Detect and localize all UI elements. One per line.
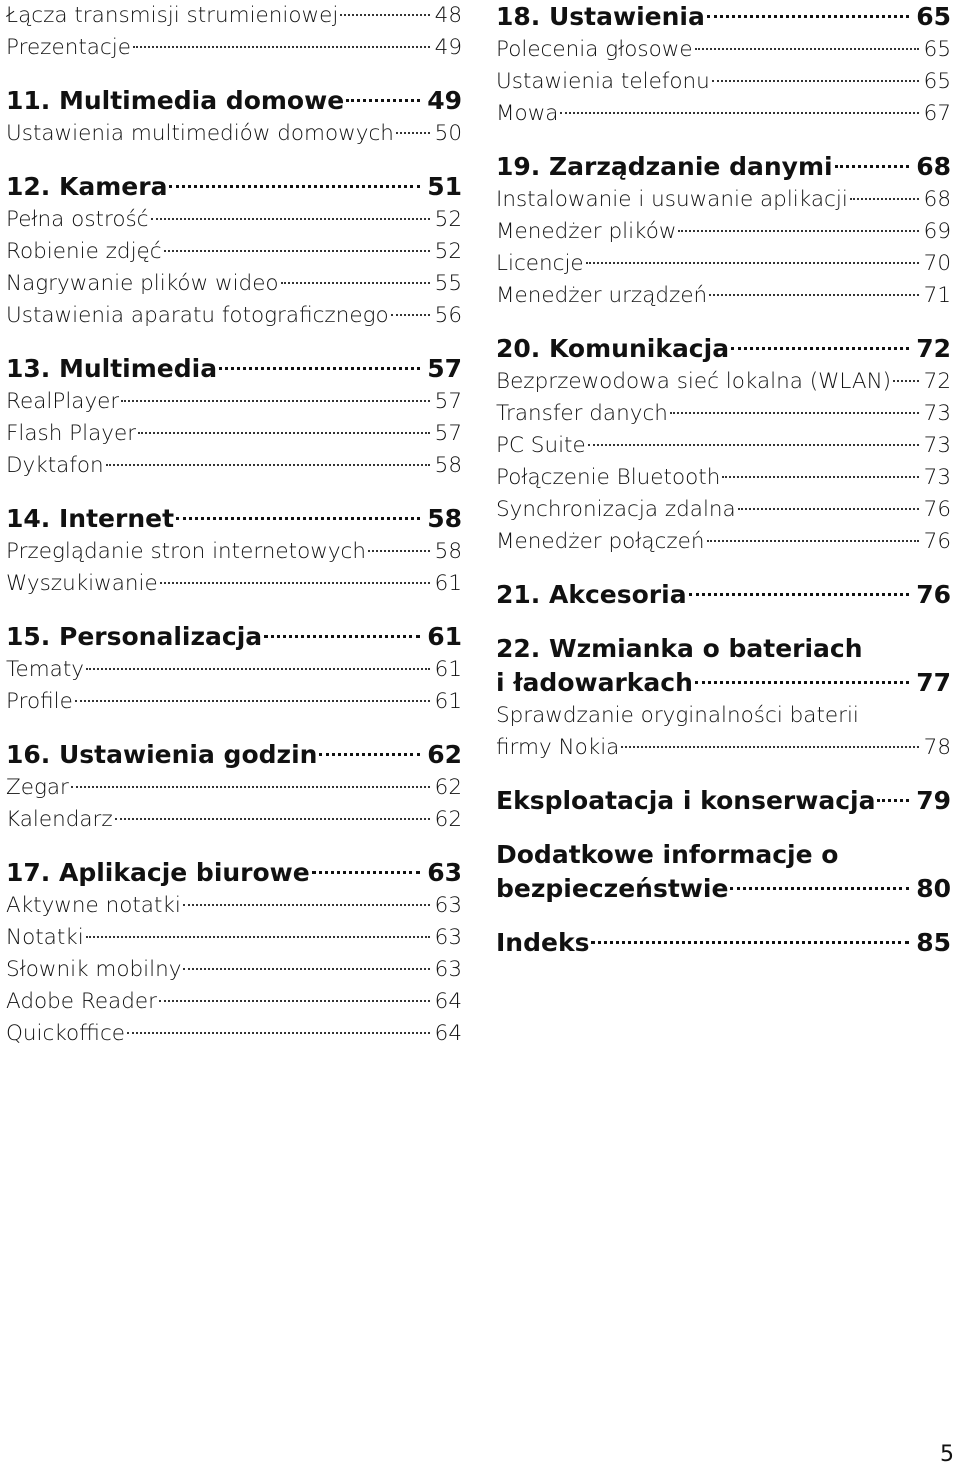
dot-leader — [709, 294, 918, 296]
toc-page-number: 85 — [916, 928, 951, 957]
toc-page-number: 76 — [923, 529, 951, 554]
toc-entry-title: Licencje — [496, 251, 584, 276]
dot-leader — [133, 46, 430, 48]
dot-leader — [712, 80, 919, 82]
dot-leader — [621, 746, 918, 748]
toc-entry[interactable] — [496, 462, 951, 494]
toc-page-number: 64 — [434, 989, 462, 1014]
toc-entry[interactable] — [6, 686, 462, 718]
dot-leader — [588, 444, 919, 446]
dot-leader — [893, 380, 919, 382]
toc-entry-title: 12. Kamera — [6, 172, 168, 201]
dot-leader — [560, 112, 918, 114]
dot-leader — [730, 887, 909, 890]
dot-leader — [183, 968, 429, 970]
toc-entry-title: Transfer danych — [496, 401, 668, 426]
toc-page-number: 65 — [923, 37, 951, 62]
toc-entry-title: RealPlayer — [6, 389, 120, 414]
dot-leader — [281, 282, 430, 284]
toc-entry[interactable] — [496, 366, 951, 398]
toc-section-entry[interactable] — [496, 332, 951, 366]
dot-leader — [164, 250, 430, 252]
toc-entry[interactable] — [496, 184, 951, 216]
toc-entry[interactable] — [6, 118, 462, 150]
toc-page-number: 61 — [434, 689, 462, 714]
dot-leader — [121, 400, 429, 402]
toc-entry-title: Ustawienia telefonu — [496, 69, 710, 94]
toc-page-number: 63 — [434, 893, 462, 918]
dot-leader — [264, 635, 420, 638]
toc-entry-title: Synchronizacja zdalna — [496, 497, 736, 522]
toc-heading-line: 22. Wzmianka o bateriach — [496, 634, 863, 663]
dot-leader — [115, 818, 430, 820]
toc-entry-title: Notatki — [6, 925, 84, 950]
toc-page-number: 68 — [916, 152, 951, 181]
dot-leader — [71, 786, 430, 788]
dot-leader — [670, 412, 919, 414]
toc-page-number: 73 — [923, 401, 951, 426]
toc-page-number: 63 — [434, 957, 462, 982]
toc-entry-title: Indeks — [496, 928, 590, 957]
toc-entry-title: Adobe Reader — [6, 989, 157, 1014]
toc-entry-title: i ładowarkach — [496, 668, 693, 697]
toc-entry[interactable] — [6, 922, 462, 954]
dot-leader — [151, 218, 430, 220]
toc-entry-title: Eksploatacja i konserwacja — [496, 786, 876, 815]
toc-page-number: 57 — [434, 389, 462, 414]
toc-page-number: 52 — [434, 239, 462, 264]
toc-entry-title: Zegar — [6, 775, 69, 800]
toc-heading-line: Dodatkowe informacje o — [496, 840, 839, 869]
dot-leader — [106, 464, 430, 466]
toc-page-number: 79 — [916, 786, 951, 815]
toc-entry-title: 17. Aplikacje biurowe — [6, 858, 310, 887]
toc-page-number: 49 — [434, 35, 462, 60]
dot-leader — [183, 904, 430, 906]
dot-leader — [689, 593, 910, 596]
toc-entry[interactable] — [6, 568, 462, 600]
toc-page-number: 62 — [427, 740, 462, 769]
toc-page-number: 72 — [916, 334, 951, 363]
toc-entry-title: firmy Nokia — [496, 735, 620, 760]
toc-entry-title: Menedżer połączeń — [496, 529, 705, 554]
toc-entry-title: Instalowanie i usuwanie aplikacji — [496, 187, 848, 212]
toc-entry-title: Quickoffice — [6, 1021, 126, 1046]
toc-entry[interactable] — [6, 268, 462, 300]
toc-entry[interactable] — [496, 494, 951, 526]
toc-entry-title: Dyktafon — [6, 453, 104, 478]
toc-entry[interactable] — [6, 986, 462, 1018]
toc-heading-line: Sprawdzanie oryginalności baterii — [496, 703, 859, 728]
dot-leader — [591, 941, 909, 944]
toc-page-number: 70 — [923, 251, 951, 276]
toc-entry-title: Ustawienia aparatu fotograficznego — [6, 303, 389, 328]
dot-leader — [346, 99, 420, 102]
toc-page-number: 58 — [434, 453, 462, 478]
toc-entry[interactable] — [496, 248, 951, 280]
dot-leader — [738, 508, 919, 510]
dot-leader — [722, 476, 918, 478]
toc-page-number: 62 — [434, 807, 462, 832]
toc-section-entry[interactable] — [6, 502, 462, 536]
toc-page-number: 62 — [434, 775, 462, 800]
toc-entry-title: Kalendarz — [6, 807, 113, 832]
toc-page-number: 52 — [434, 207, 462, 232]
toc-entry[interactable] — [6, 772, 462, 804]
toc-page-number: 65 — [923, 69, 951, 94]
toc-entry[interactable] — [6, 450, 462, 482]
dot-leader — [138, 432, 430, 434]
toc-section-entry[interactable] — [6, 856, 462, 890]
toc-section-entry[interactable] — [6, 352, 462, 386]
toc-section-entry[interactable] — [496, 0, 951, 34]
toc-entry[interactable] — [496, 430, 951, 462]
toc-page-number: 58 — [434, 539, 462, 564]
dot-leader — [219, 367, 420, 370]
toc-section-entry[interactable] — [496, 150, 951, 184]
toc-entry[interactable] — [6, 954, 462, 986]
toc-entry-title: 18. Ustawienia — [496, 2, 705, 31]
toc-entry[interactable] — [6, 1018, 462, 1050]
toc-entry[interactable] — [6, 32, 462, 64]
dot-leader — [877, 799, 909, 802]
toc-entry[interactable] — [6, 204, 462, 236]
toc-page-number: 57 — [427, 354, 462, 383]
toc-entry-title: bezpieczeństwie — [496, 874, 729, 903]
toc-entry-title: Robienie zdjęć — [6, 239, 162, 264]
toc-entry-title: Menedżer urządzeń — [496, 283, 708, 308]
toc-section-entry[interactable] — [496, 872, 951, 906]
page-number: 5 — [940, 1442, 954, 1467]
toc-page-number: 68 — [923, 187, 951, 212]
toc-page-number: 49 — [427, 86, 462, 115]
dot-leader — [368, 550, 430, 552]
toc-section-entry[interactable] — [6, 738, 462, 772]
toc-entry-title: Flash Player — [6, 421, 137, 446]
dot-leader — [835, 165, 910, 168]
toc-entry-title: 19. Zarządzanie danymi — [496, 152, 833, 181]
dot-leader — [586, 262, 919, 264]
toc-entry-title: 15. Personalizacja — [6, 622, 263, 651]
toc-page-number: 67 — [923, 101, 951, 126]
toc-entry[interactable] — [496, 526, 951, 558]
toc-page-number: 76 — [923, 497, 951, 522]
toc-section-entry[interactable] — [496, 784, 951, 818]
dot-leader — [340, 14, 429, 16]
toc-page-number: 63 — [427, 858, 462, 887]
toc-entry[interactable] — [496, 98, 951, 130]
toc-page-number: 61 — [434, 571, 462, 596]
toc-entry-title: Mowa — [496, 101, 559, 126]
toc-page-number: 78 — [923, 735, 951, 760]
toc-entry-title: Prezentacje — [6, 35, 131, 60]
toc-entry-title: Przeglądanie stron internetowych — [6, 539, 366, 564]
toc-page-number: 77 — [916, 668, 951, 697]
toc-entry-title: Łącza transmisji strumieniowej — [6, 3, 339, 28]
toc-entry-title: Połączenie Bluetooth — [496, 465, 721, 490]
toc-entry[interactable] — [496, 66, 951, 98]
dot-leader — [319, 753, 420, 756]
toc-section-entry[interactable] — [496, 578, 951, 612]
dot-leader — [678, 230, 918, 232]
dot-leader — [169, 185, 420, 188]
toc-section-entry[interactable] — [496, 666, 951, 700]
toc-entry-title: Wyszukiwanie — [6, 571, 158, 596]
dot-leader — [86, 936, 430, 938]
toc-entry[interactable] — [6, 804, 462, 836]
dot-leader — [176, 517, 420, 520]
dot-leader — [707, 15, 909, 18]
toc-right-column — [496, 0, 951, 960]
toc-entry-title: 21. Akcesoria — [496, 580, 687, 609]
toc-page-number: 61 — [427, 622, 462, 651]
dot-leader — [731, 347, 909, 350]
dot-leader — [695, 48, 919, 50]
toc-entry[interactable] — [496, 34, 951, 66]
toc-page-number: 72 — [923, 369, 951, 394]
toc-entry[interactable] — [6, 536, 462, 568]
toc-page-number: 61 — [434, 657, 462, 682]
toc-entry[interactable] — [6, 418, 462, 450]
toc-section-entry[interactable] — [496, 926, 951, 960]
toc-entry-title: Profile — [6, 689, 73, 714]
dot-leader — [396, 132, 430, 134]
toc-entry[interactable] — [6, 236, 462, 268]
toc-entry-title: 20. Komunikacja — [496, 334, 730, 363]
dot-leader — [695, 681, 909, 684]
toc-page-number: 63 — [434, 925, 462, 950]
toc-page-number: 55 — [434, 271, 462, 296]
toc-entry-title: Tematy — [6, 657, 84, 682]
dot-leader — [75, 700, 430, 702]
toc-entry[interactable] — [496, 398, 951, 430]
toc-section-entry[interactable] — [6, 620, 462, 654]
toc-entry-title: Polecenia głosowe — [496, 37, 693, 62]
toc-page-number: 65 — [916, 2, 951, 31]
toc-entry[interactable] — [496, 280, 951, 312]
toc-page-number: 58 — [427, 504, 462, 533]
dot-leader — [160, 582, 430, 584]
toc-page-number: 73 — [923, 433, 951, 458]
toc-entry-title: Bezprzewodowa sieć lokalna (WLAN) — [496, 369, 892, 394]
toc-entry[interactable] — [496, 732, 951, 764]
toc-section-entry[interactable] — [6, 84, 462, 118]
toc-entry-title: Nagrywanie plików wideo — [6, 271, 279, 296]
toc-page-number: 73 — [923, 465, 951, 490]
toc-entry[interactable] — [6, 300, 462, 332]
toc-page-number: 64 — [434, 1021, 462, 1046]
dot-leader — [159, 1000, 430, 1002]
dot-leader — [707, 540, 919, 542]
toc-left-column — [6, 0, 462, 1050]
toc-page-number: 57 — [434, 421, 462, 446]
toc-page-number: 76 — [916, 580, 951, 609]
toc-page-number: 56 — [434, 303, 462, 328]
toc-section-entry[interactable] — [6, 170, 462, 204]
toc-page-number: 48 — [434, 3, 462, 28]
toc-entry-title: Ustawienia multimediów domowych — [6, 121, 394, 146]
toc-entry-title: Aktywne notatki — [6, 893, 181, 918]
toc-entry-title: Pełna ostrość — [6, 207, 149, 232]
toc-entry[interactable] — [6, 386, 462, 418]
toc-page-number: 50 — [434, 121, 462, 146]
toc-page-number: 69 — [923, 219, 951, 244]
toc-entry-title: 16. Ustawienia godzin — [6, 740, 318, 769]
dot-leader — [312, 871, 420, 874]
toc-entry-title: PC Suite — [496, 433, 586, 458]
dot-leader — [391, 314, 430, 316]
toc-entry-title: 13. Multimedia — [6, 354, 218, 383]
toc-page-number: 51 — [427, 172, 462, 201]
dot-leader — [86, 668, 430, 670]
toc-entry[interactable] — [496, 216, 951, 248]
toc-entry-title: 14. Internet — [6, 504, 175, 533]
toc-entry-title: Słownik mobilny — [6, 957, 182, 982]
toc-page-number: 71 — [923, 283, 951, 308]
toc-entry[interactable] — [6, 654, 462, 686]
toc-entry[interactable] — [6, 890, 462, 922]
toc-entry-title: 11. Multimedia domowe — [6, 86, 345, 115]
toc-entry-title: Menedżer plików — [496, 219, 677, 244]
dot-leader — [127, 1032, 430, 1034]
toc-page-number: 80 — [916, 874, 951, 903]
toc-entry[interactable] — [6, 0, 462, 32]
dot-leader — [850, 198, 919, 200]
